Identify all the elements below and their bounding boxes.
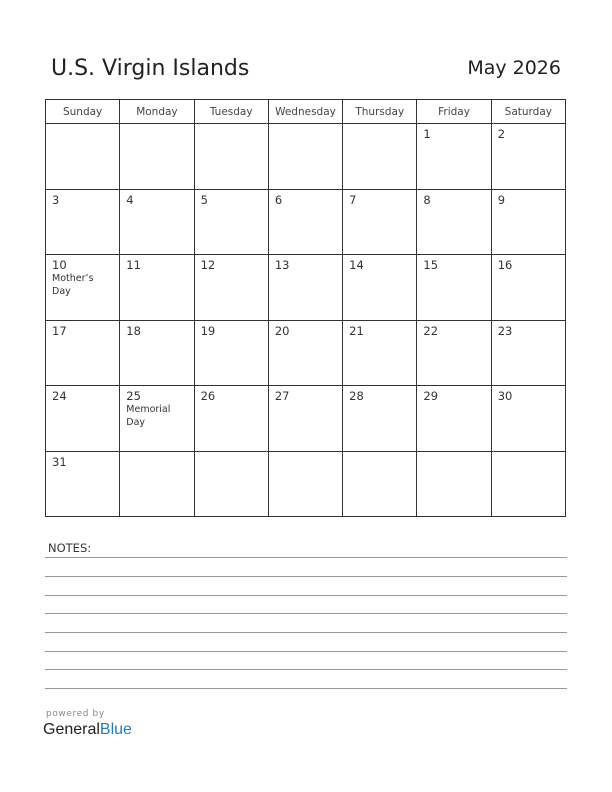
day-number: 3 xyxy=(52,192,60,207)
weekday-tuesday: Tuesday xyxy=(194,100,268,124)
day-number: 10 xyxy=(52,258,67,272)
day-cell xyxy=(120,320,194,386)
notes-line xyxy=(45,632,567,633)
day-number: 21 xyxy=(349,323,364,338)
day-cell xyxy=(268,320,342,386)
holiday-label: Day xyxy=(126,417,146,428)
notes-line xyxy=(45,557,567,558)
week-row xyxy=(46,255,566,321)
day-number: 5 xyxy=(200,192,208,207)
day-cell xyxy=(268,124,342,190)
day-cell xyxy=(194,320,268,386)
page-title: U.S. Virgin Islands xyxy=(51,56,250,81)
day-number: 1 xyxy=(423,127,431,141)
day-number: 13 xyxy=(274,258,290,272)
day-cell xyxy=(417,124,491,190)
brand-logo xyxy=(43,720,132,740)
notes-line xyxy=(45,595,567,596)
day-number: 12 xyxy=(200,258,216,272)
day-number: 14 xyxy=(349,258,364,272)
day-number: 23 xyxy=(497,323,513,338)
brand-blue: Blue xyxy=(99,721,132,738)
weekday-friday: Friday xyxy=(417,100,491,124)
week-row xyxy=(46,386,566,452)
day-cell xyxy=(268,255,342,321)
weekday-header-row xyxy=(46,100,566,124)
notes-line xyxy=(45,576,567,577)
day-number: 31 xyxy=(52,454,67,469)
day-cell xyxy=(491,189,565,255)
day-number xyxy=(46,124,119,127)
weekday-monday: Monday xyxy=(120,100,194,124)
day-cell xyxy=(46,124,120,190)
day-cell xyxy=(268,189,342,255)
holiday-label: Day xyxy=(52,286,71,297)
notes-line xyxy=(45,651,567,652)
day-cell xyxy=(120,255,194,321)
day-number xyxy=(120,452,193,455)
day-number xyxy=(417,452,490,455)
holiday-label: Mother’s xyxy=(52,273,94,284)
day-cell xyxy=(46,255,120,321)
day-number: 30 xyxy=(497,389,513,403)
day-cell xyxy=(194,451,268,517)
day-number: 7 xyxy=(349,192,357,207)
day-number xyxy=(492,452,565,455)
weekday-wednesday: Wednesday xyxy=(268,100,342,124)
day-number xyxy=(195,124,268,127)
holiday-label: Memorial xyxy=(126,404,171,415)
day-number xyxy=(343,452,416,455)
notes-line xyxy=(45,669,567,670)
day-cell xyxy=(194,386,268,452)
day-number: 19 xyxy=(200,323,216,338)
day-number: 20 xyxy=(274,323,290,338)
weekday-sunday: Sunday xyxy=(46,100,120,124)
day-cell xyxy=(343,320,417,386)
day-cell xyxy=(417,255,491,321)
week-row xyxy=(46,124,566,190)
day-number: 22 xyxy=(423,323,439,338)
notes-line xyxy=(45,688,567,689)
month-year-label: May 2026 xyxy=(467,57,561,79)
week-row xyxy=(46,451,566,517)
day-cell xyxy=(491,124,565,190)
day-number xyxy=(269,452,342,455)
day-cell xyxy=(194,124,268,190)
day-number: 6 xyxy=(274,192,283,207)
day-number: 2 xyxy=(497,127,506,141)
day-number: 26 xyxy=(200,389,216,403)
calendar-grid xyxy=(45,99,566,517)
day-number: 11 xyxy=(126,258,141,272)
day-number: 18 xyxy=(126,323,141,338)
day-cell xyxy=(343,255,417,321)
day-number xyxy=(195,452,268,455)
day-cell xyxy=(120,189,194,255)
day-number: 9 xyxy=(497,192,506,207)
day-cell xyxy=(343,386,417,452)
day-cell xyxy=(46,189,120,255)
day-number xyxy=(269,124,342,127)
day-cell xyxy=(46,386,120,452)
day-cell xyxy=(268,451,342,517)
brand-general: General xyxy=(43,721,100,738)
day-cell xyxy=(194,189,268,255)
day-cell xyxy=(46,320,120,386)
day-cell xyxy=(417,320,491,386)
day-number: 29 xyxy=(423,389,439,403)
day-cell xyxy=(268,386,342,452)
day-number: 24 xyxy=(52,389,67,403)
day-number: 25 xyxy=(126,389,141,403)
day-cell xyxy=(491,255,565,321)
day-cell xyxy=(46,451,120,517)
day-number: 4 xyxy=(126,192,134,207)
day-cell xyxy=(343,189,417,255)
day-number: 17 xyxy=(52,323,67,338)
day-cell xyxy=(120,386,194,452)
day-number: 15 xyxy=(423,258,439,272)
day-number xyxy=(120,124,193,127)
day-number xyxy=(343,124,416,127)
day-cell xyxy=(417,386,491,452)
weekday-thursday: Thursday xyxy=(343,100,417,124)
day-number: 16 xyxy=(497,258,513,272)
day-cell xyxy=(120,124,194,190)
day-cell xyxy=(343,451,417,517)
day-cell xyxy=(194,255,268,321)
weekday-saturday: Saturday xyxy=(491,100,565,124)
day-cell xyxy=(417,451,491,517)
day-number: 8 xyxy=(423,192,431,207)
powered-by-label: powered by xyxy=(46,709,105,719)
notes-label: NOTES: xyxy=(48,541,92,555)
week-row xyxy=(46,189,566,255)
notes-line xyxy=(45,613,567,614)
day-cell xyxy=(491,320,565,386)
day-cell xyxy=(343,124,417,190)
day-number: 28 xyxy=(349,389,364,403)
day-number: 27 xyxy=(274,389,290,403)
day-cell xyxy=(120,451,194,517)
day-cell xyxy=(491,386,565,452)
week-row xyxy=(46,320,566,386)
day-cell xyxy=(491,451,565,517)
day-cell xyxy=(417,189,491,255)
